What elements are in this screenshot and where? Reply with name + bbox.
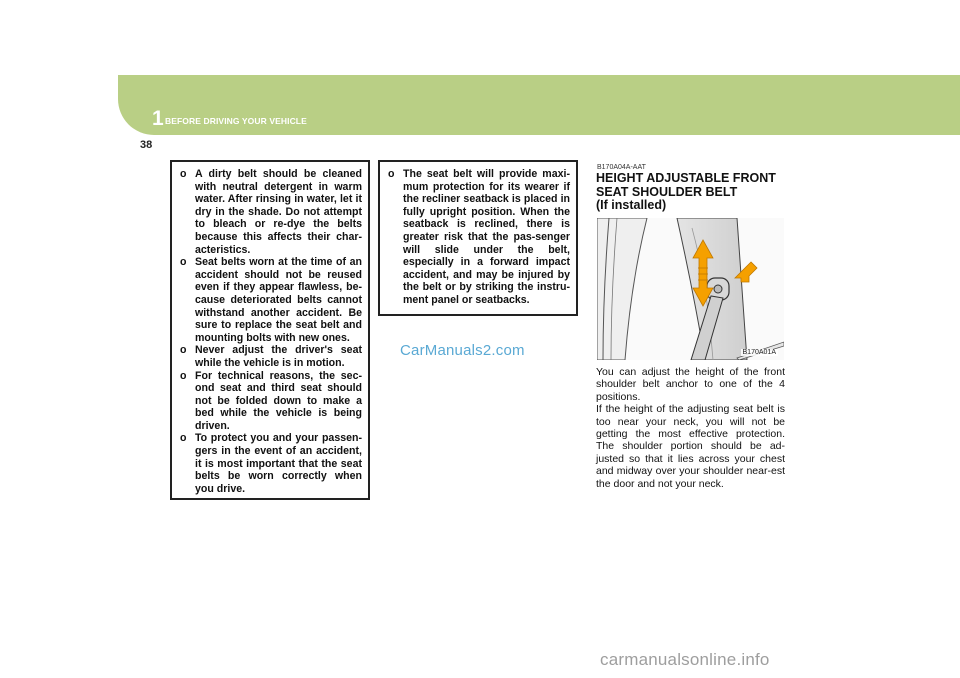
warning-item: [178, 168, 362, 256]
warning-item: [386, 168, 570, 307]
body-paragraph: If the height of the adjusting seat belt is too near your neck, you will not be getting the most effective protection. The shoulder portion should be ad-justed so that it lies across your chest and midway over your shoulder near-est the door and not your neck.: [596, 403, 785, 490]
bullet-glyph: o: [180, 432, 187, 445]
figure-code: B170A01A: [742, 349, 776, 356]
warning-text: For technical reasons, the sec-ond seat and third seat should not be folded down to make a bed while the vehicle is being driven.: [195, 369, 362, 432]
warning-item: [178, 256, 362, 344]
section-title: [596, 172, 786, 213]
chapter-number: 1: [152, 107, 164, 130]
page-number: 38: [140, 139, 153, 151]
shoulder-belt-illustration: [597, 218, 784, 360]
bullet-glyph: o: [180, 369, 187, 382]
warning-text: Never adjust the driver's seat while the vehicle is in motion.: [195, 344, 362, 369]
section-title-line: HEIGHT ADJUSTABLE FRONT: [596, 171, 776, 185]
bullet-glyph: o: [180, 168, 187, 180]
warning-list-right: [386, 168, 570, 307]
section-title-line: SEAT SHOULDER BELT: [596, 184, 738, 199]
footer-watermark-link[interactable]: carmanualsonline.info: [600, 650, 770, 669]
header-band: [118, 75, 960, 135]
warning-text: To protect you and your passen-gers in the event of an accident, it is most important that the seat belts be worn correctly when you drive.: [195, 432, 362, 495]
bullet-glyph: o: [180, 256, 187, 269]
warning-item: [178, 370, 362, 433]
warning-list-left: [178, 168, 362, 495]
warning-item: [178, 432, 362, 495]
warning-item: [178, 344, 362, 369]
warning-box-right: [378, 160, 578, 316]
warning-text: The seat belt will provide maxi-mum protection for its wearer if the recliner seatback is placed in fully upright position. When the seatback is reclined, there is greater risk that the pas-senger will slide under the belt, especially in a forward impact accident, and may be injured by the belt or by striking the instru-ment panel or seatbacks.: [403, 168, 570, 306]
warning-text: A dirty belt should be cleaned with neutral detergent in warm water. After rinsing in water, let it dry in the shade. Do not attempt to bleach or re-dye the belts because this affects their char-acteristics.: [195, 168, 362, 256]
bullet-glyph: o: [388, 168, 395, 180]
chapter-title: BEFORE DRIVING YOUR VEHICLE: [165, 116, 307, 126]
bullet-glyph: o: [180, 344, 187, 357]
warning-box-left: [170, 160, 370, 500]
section-body: [596, 366, 785, 490]
warning-text: Seat belts worn at the time of an accident should not be reused even if they appear flawless, be-cause deteriorated belts cannot withstand another accident. Be sure to replace the seat belt and mounting bolts with new ones.: [195, 256, 362, 344]
body-paragraph: You can adjust the height of the front shoulder belt anchor to one of the 4 positions.: [596, 366, 785, 403]
belt-anchor-drawing: [597, 218, 784, 360]
section-title-line: (If installed): [596, 198, 667, 212]
watermark-link[interactable]: CarManuals2.com: [400, 342, 525, 359]
section-code: B170A04A-AAT: [597, 164, 646, 171]
